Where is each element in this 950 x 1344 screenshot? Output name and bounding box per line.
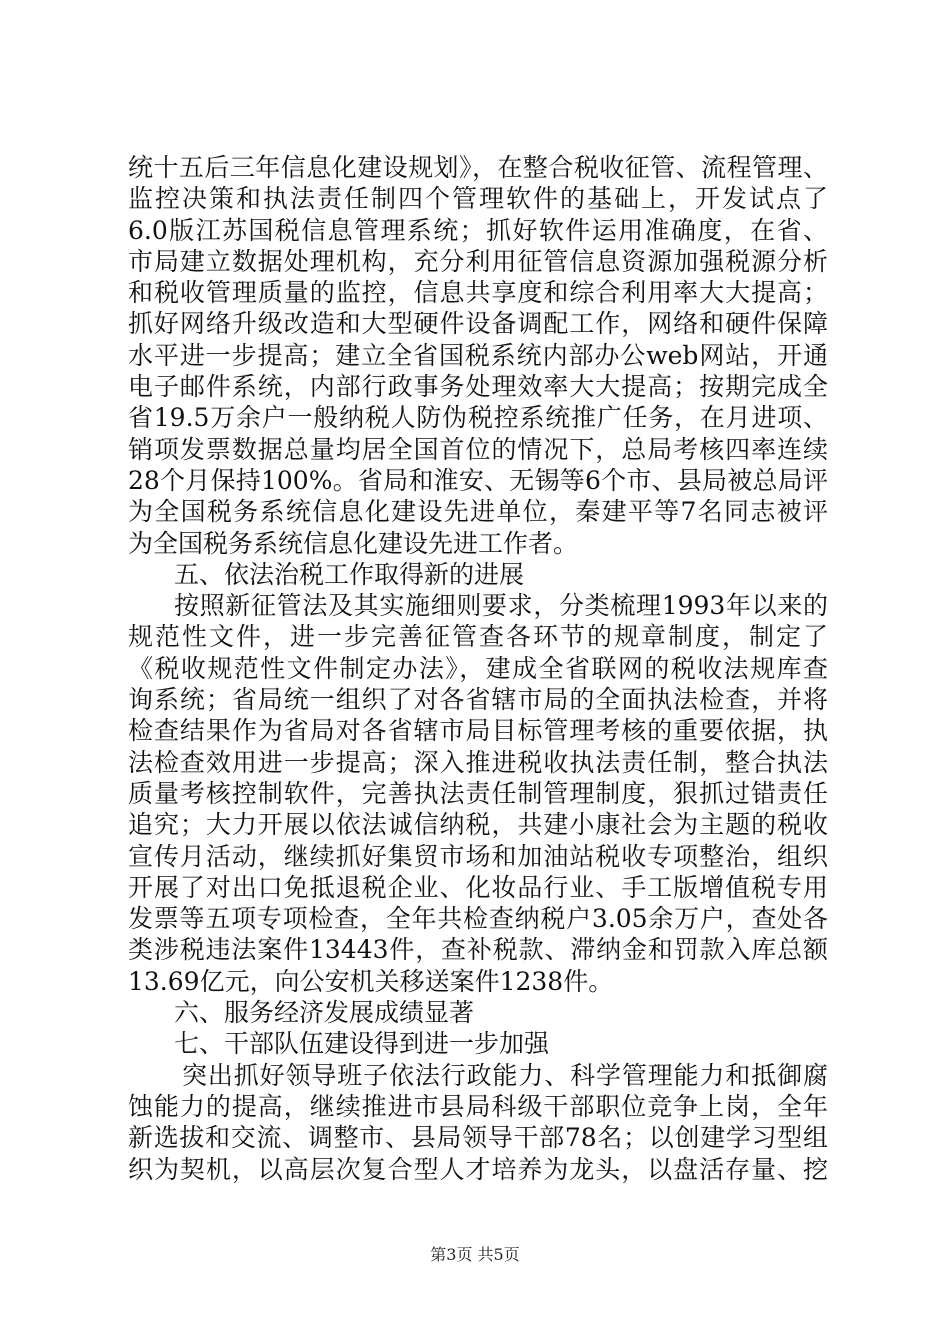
text-line: 规范性文件，进一步完善征管查各环节的规章制度，制定了 [128,622,828,652]
text-line: 为全国税务系统信息化建设先进工作者。 [128,528,579,558]
text-line: 统十五后三年信息化建设规划》，在整合税收征管、流程管理、 [128,153,828,182]
text-line: 追究；大力开展以依法诚信纳税，共建小康社会为主题的税收 [128,810,828,840]
text-line: 宣传月活动，继续抓好集贸市场和加油站税收专项整治，组织 [128,841,828,871]
text-line: 抓好网络升级改造和大型硬件设备调配工作，网络和硬件保障 [128,309,828,339]
text-line: 为全国税务系统信息化建设先进单位，秦建平等7名同志被评 [128,497,828,527]
text-line: 水平进一步提高；建立全省国税系统内部办公web网站，开通 [128,340,828,370]
text-line: 监控决策和执法责任制四个管理软件的基础上，开发试点了 [128,184,828,214]
text-line: 省19.5万余户一般纳税人防伪税控系统推广任务，在月进项、 [128,403,828,433]
text-line: 织为契机，以高层次复合型人才培养为龙头，以盘活存量、挖 [128,1154,828,1184]
text-line: 询系统；省局统一组织了对各省辖市局的全面执法检查，并将 [128,685,828,715]
text-line: 质量考核控制软件，完善执法责任制管理制度，狠抓过错责任 [128,778,828,808]
text-line: 《税收规范性文件制定办法》，建成全省联网的税收法规库查 [128,653,828,683]
text-line: 28个月保持100%。省局和淮安、无锡等6个市、县局被总局评 [128,465,828,495]
section-heading: 七、干部队伍建设得到进一步加强 [174,1029,550,1059]
text-line: 发票等五项专项检查，全年共检查纳税户3.05余万户，查处各 [128,904,828,934]
document-body [128,152,828,1185]
text-line: 开展了对出口免抵退税企业、化妆品行业、手工版增值税专用 [128,872,828,902]
page-number-footer: 第3页 共5页 [430,1245,520,1264]
text-line: 按照新征管法及其实施细则要求，分类梳理1993年以来的 [174,591,828,621]
text-line: 6.0版江苏国税信息管理系统；抓好软件运用准确度，在省、 [128,215,828,245]
text-line: 法检查效用进一步提高；深入推进税收执法责任制，整合执法 [128,747,828,777]
text-line: 电子邮件系统，内部行政事务处理效率大大提高；按期完成全 [128,372,828,402]
text-line: 销项发票数据总量均居全国首位的情况下，总局考核四率连续 [128,434,828,464]
text-line: 13.69亿元，向公安机关移送案件1238件。 [128,966,614,996]
section-heading: 六、服务经济发展成绩显著 [174,998,475,1028]
text-line: 类涉税违法案件13443件，查补税款、滞纳金和罚款入库总额 [128,935,828,965]
text-line: 和税收管理质量的监控，信息共享度和综合利用率大大提高； [128,278,828,308]
text-line: 市局建立数据处理机构，充分利用征管信息资源加强税源分析 [128,246,828,276]
text-line: 蚀能力的提高，继续推进市县局科级干部职位竞争上岗，全年 [128,1091,828,1121]
text-line: 突出抓好领导班子依法行政能力、科学管理能力和抵御腐 [182,1060,828,1090]
text-line: 检查结果作为省局对各省辖市局目标管理考核的重要依据，执 [128,716,828,746]
text-line: 新选拔和交流、调整市、县局领导干部78名；以创建学习型组 [128,1123,828,1153]
section-heading: 五、依法治税工作取得新的进展 [174,559,525,589]
